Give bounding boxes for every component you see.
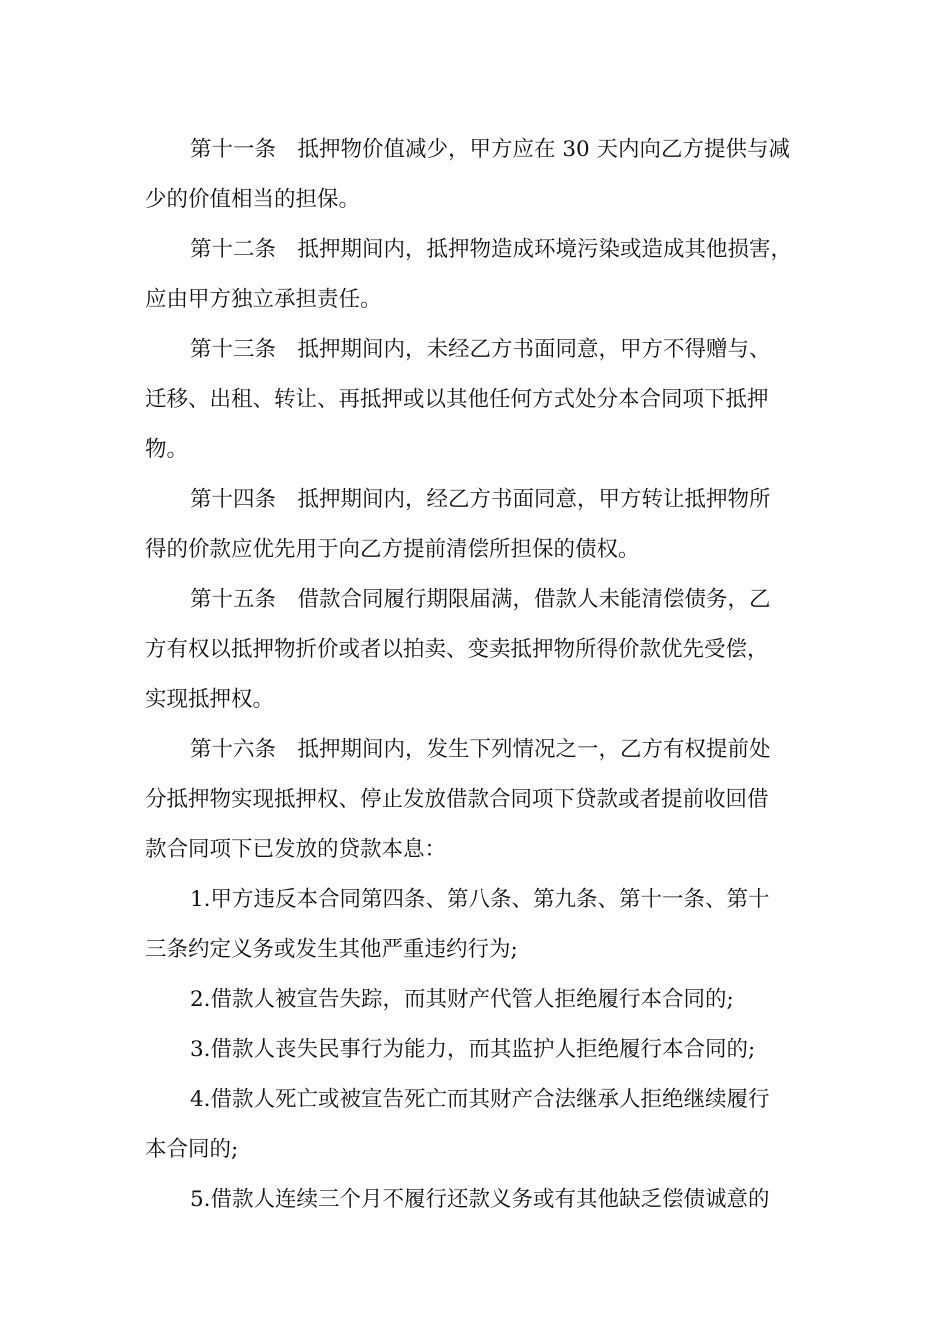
article-15-line-1: 第十五条 借款合同履行期限届满，借款人未能清偿债务，乙 [190, 587, 771, 612]
article-15-line-2: 方有权以抵押物折价或者以拍卖、变卖抵押物所得价款优先受偿， [145, 637, 769, 662]
item-1-line-2: 三条约定义务或发生其他严重违约行为; [145, 937, 518, 962]
item-5-line-1: 5.借款人连续三个月不履行还款义务或有其他缺乏偿债诚意的 [190, 1187, 770, 1212]
article-14-line-2: 得的价款应优先用于向乙方提前清偿所担保的债权。 [145, 537, 640, 562]
article-16-line-1: 第十六条 抵押期间内，发生下列情况之一，乙方有权提前处 [190, 737, 771, 762]
item-4-line-1: 4.借款人死亡或被宣告死亡而其财产合法继承人拒绝继续履行 [190, 1087, 770, 1112]
item-4-line-2: 本合同的; [145, 1137, 239, 1162]
article-13-line-1: 第十三条 抵押期间内，未经乙方书面同意，甲方不得赠与、 [190, 337, 771, 362]
article-13-line-3: 物。 [145, 437, 189, 462]
item-1-line-1: 1.甲方违反本合同第四条、第八条、第九条、第十一条、第十 [190, 887, 770, 912]
article-11-line-1: 第十一条 抵押物价值减少，甲方应在 30 天内向乙方提供与减 [190, 137, 791, 162]
item-3-line-1: 3.借款人丧失民事行为能力，而其监护人拒绝履行本合同的; [190, 1037, 756, 1062]
article-12-line-1: 第十二条 抵押期间内，抵押物造成环境污染或造成其他损害， [190, 237, 793, 262]
article-11-line-2: 少的价值相当的担保。 [145, 187, 361, 212]
article-13-line-2: 迁移、出租、转让、再抵押或以其他任何方式处分本合同项下抵押 [145, 387, 769, 412]
article-15-line-3: 实现抵押权。 [145, 687, 275, 712]
article-16-line-2: 分抵押物实现抵押权、停止发放借款合同项下贷款或者提前收回借 [145, 787, 769, 812]
article-16-line-3: 款合同项下已发放的贷款本息： [145, 837, 447, 862]
article-12-line-2: 应由甲方独立承担责任。 [145, 287, 382, 312]
item-2-line-1: 2.借款人被宣告失踪，而其财产代管人拒绝履行本合同的; [190, 987, 734, 1012]
article-14-line-1: 第十四条 抵押期间内，经乙方书面同意，甲方转让抵押物所 [190, 487, 771, 512]
